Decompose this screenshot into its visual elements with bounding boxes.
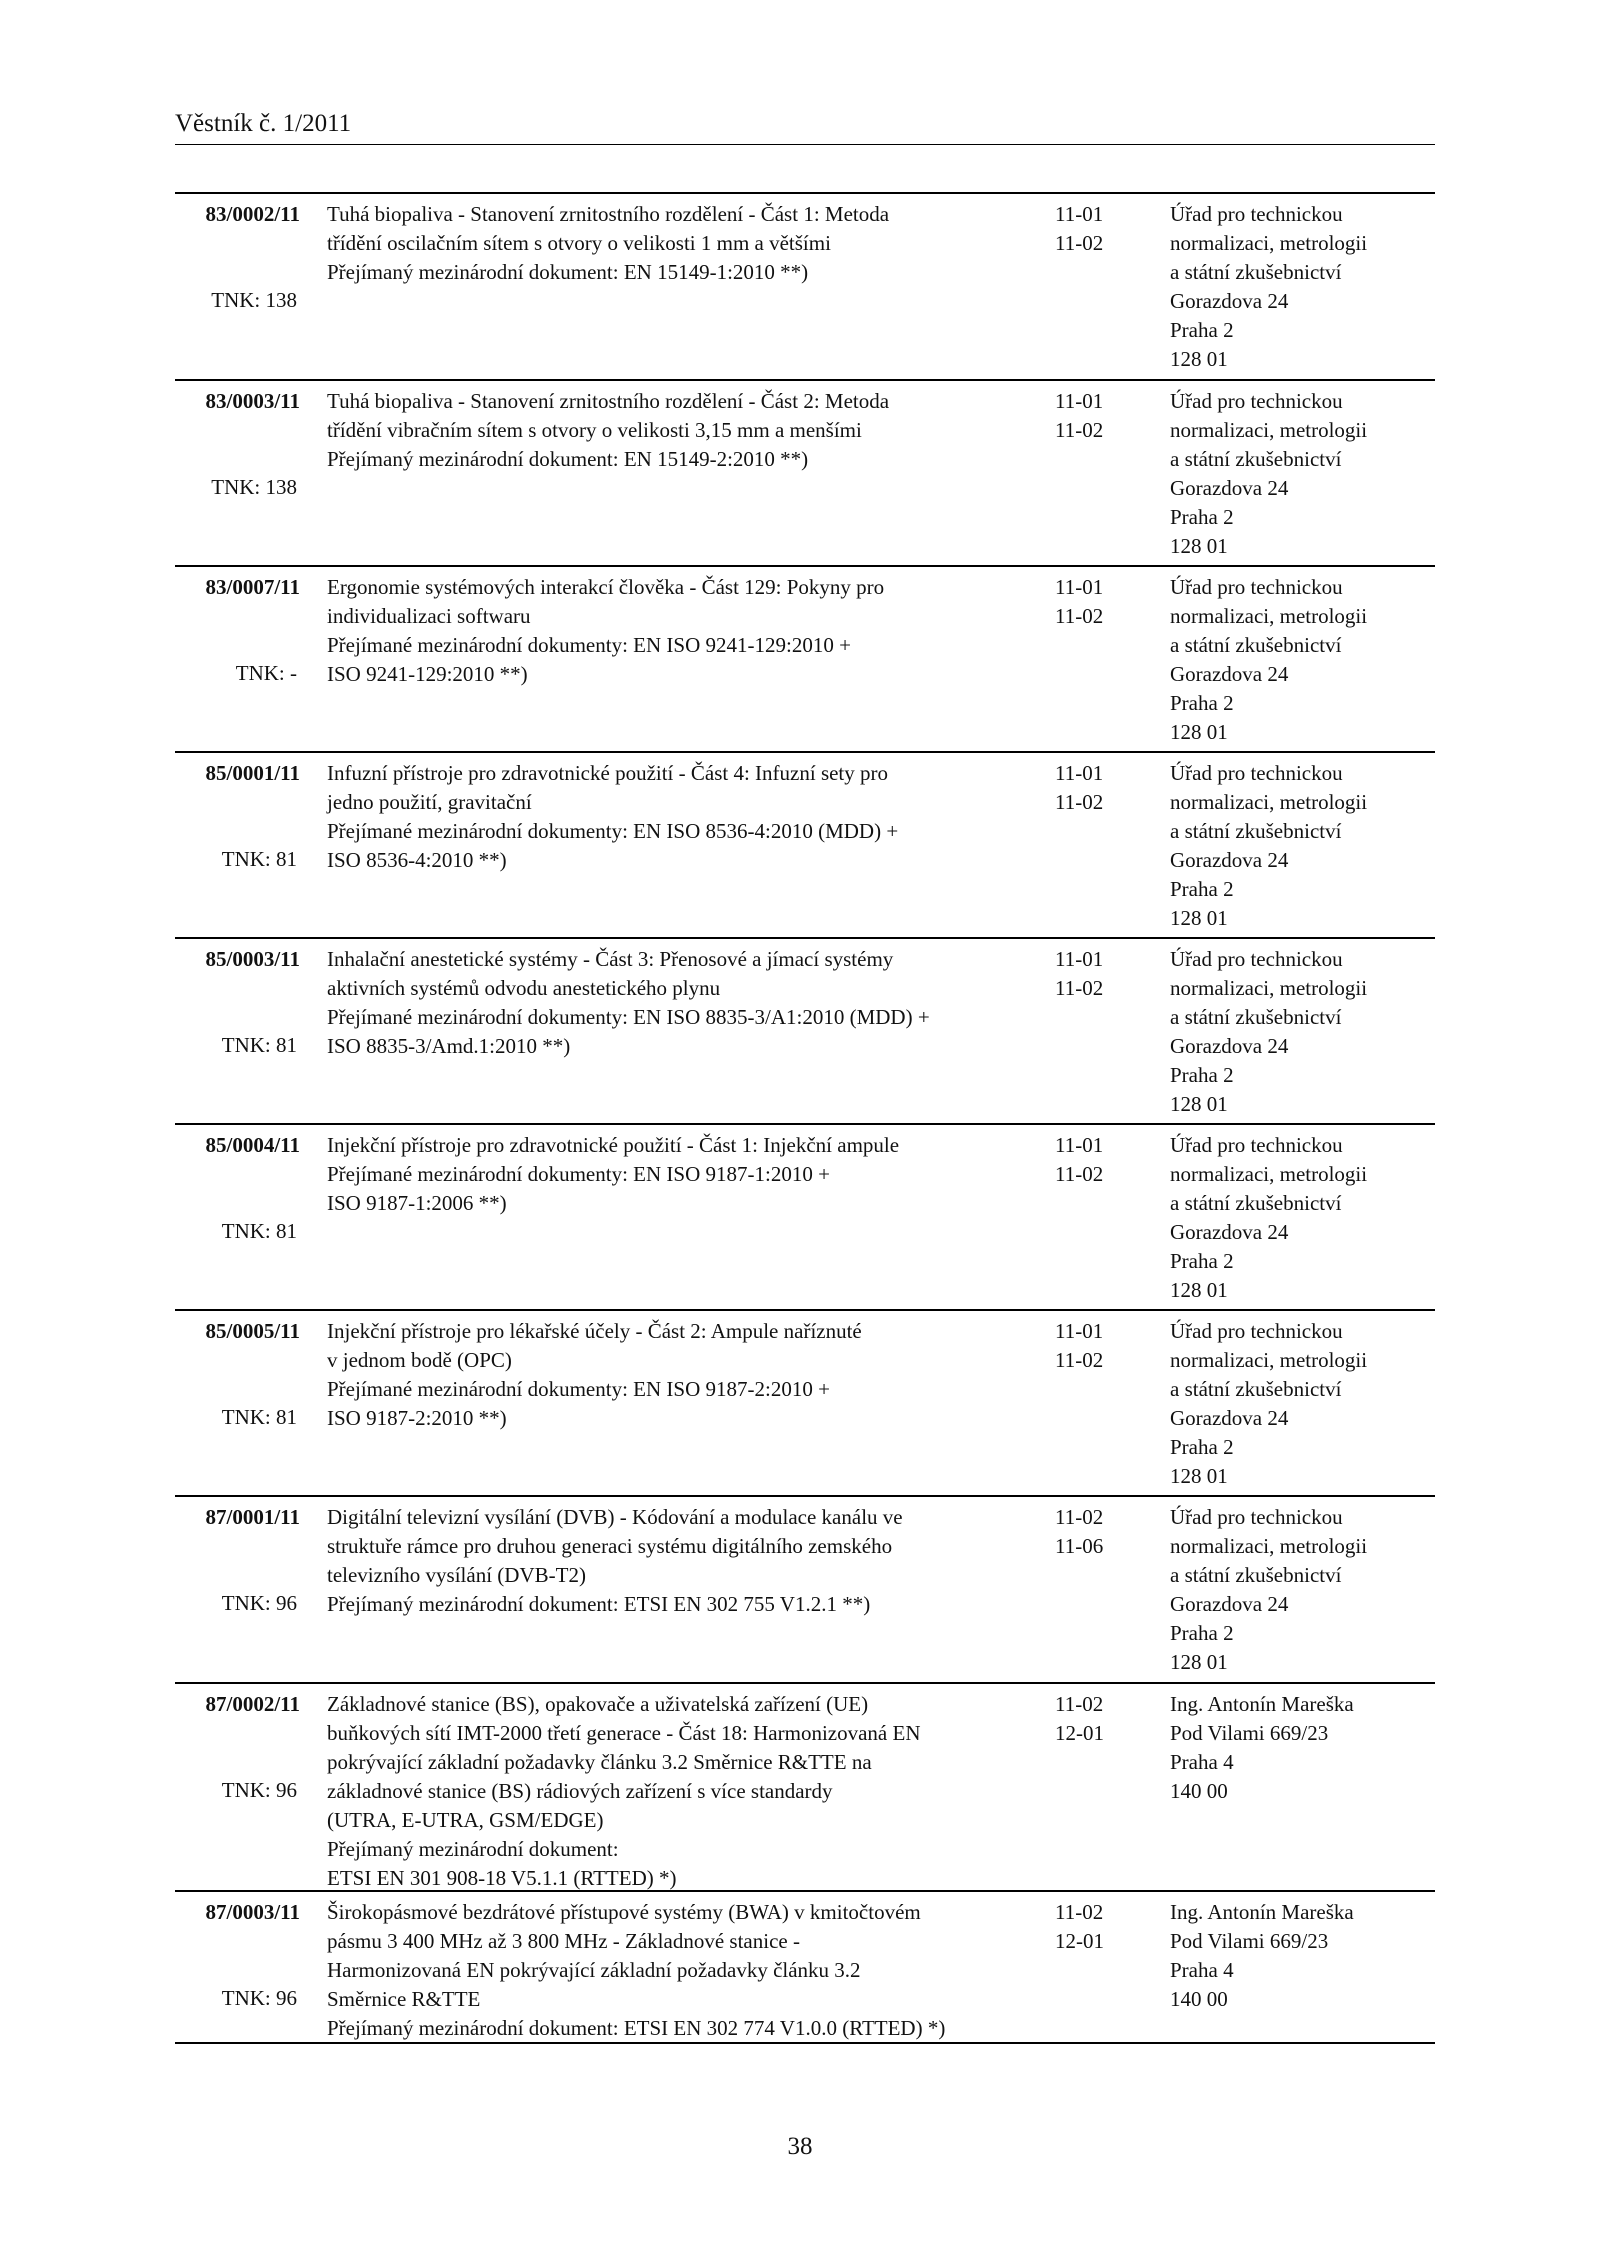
date-codes [1055,759,1135,817]
contact-address-line: Praha 2 [1170,318,1234,342]
standard-number: 85/0004/11 [205,1133,300,1157]
date-codes [1055,1317,1135,1375]
contact-address-line: a státní zkušebnictví [1170,1377,1342,1401]
standard-description-line: Přejímaný mezinárodní dokument: EN 15149-1:2010 **) [327,260,809,284]
contact-address [1170,200,1435,374]
table-row [175,192,1435,379]
contact-address-line: Úřad pro technickou [1170,947,1343,971]
standard-description-line: ISO 8536-4:2010 **) [327,848,507,872]
standard-description [327,387,1047,474]
standard-description-line: buňkových sítí IMT-2000 třetí generace - Část 18: Harmonizovaná EN [327,1721,921,1745]
contact-address [1170,1317,1435,1491]
date-codes-line: 11-02 [1055,1900,1104,1924]
contact-address-line: normalizaci, metrologii [1170,790,1368,814]
standard-description-line: Harmonizovaná EN pokrývající základní požadavky článku 3.2 [327,1958,861,1982]
standard-description-line: Přejímané mezinárodní dokumenty: EN ISO 9187-1:2010 + [327,1162,830,1186]
standard-description-line: Širokopásmové bezdrátové přístupové systémy (BWA) v kmitočtovém [327,1900,921,1924]
table-row [175,1682,1435,1890]
standard-description-line: individualizaci softwaru [327,604,531,628]
contact-address [1170,1131,1435,1305]
contact-address-line: Gorazdova 24 [1170,848,1289,872]
standard-description-line: Ergonomie systémových interakcí člověka - Část 129: Pokyny pro [327,575,885,599]
date-codes-line: 11-02 [1055,790,1104,814]
date-codes-line: 11-02 [1055,1162,1104,1186]
standard-description-line: aktivních systémů odvodu anestetického plynu [327,976,721,1000]
tnk-label: TNK: - [235,661,297,685]
contact-address-line: Praha 2 [1170,1249,1234,1273]
contact-address-line: Úřad pro technickou [1170,1133,1343,1157]
standard-description-line: Přejímané mezinárodní dokumenty: EN ISO 9187-2:2010 + [327,1377,830,1401]
standard-description-line: Injekční přístroje pro lékařské účely - Část 2: Ampule naříznuté [327,1319,862,1343]
standard-number: 87/0002/11 [205,1692,300,1716]
date-codes [1055,1503,1135,1561]
standard-number: 87/0003/11 [205,1900,300,1924]
contact-address-line: normalizaci, metrologii [1170,976,1368,1000]
standard-description-line: ISO 9187-1:2006 **) [327,1191,507,1215]
standard-description-line: Infuzní přístroje pro zdravotnické použití - Část 4: Infuzní sety pro [327,761,889,785]
standard-description-line: pokrývající základní požadavky článku 3.2 Směrnice R&TTE na [327,1750,872,1774]
date-codes [1055,573,1135,631]
date-codes-line: 11-02 [1055,1505,1104,1529]
date-codes-line: 11-06 [1055,1534,1104,1558]
table-row [175,379,1435,565]
standard-number: 85/0003/11 [205,947,300,971]
standard-description-line: ISO 9187-2:2010 **) [327,1406,507,1430]
contact-address-line: 128 01 [1170,534,1228,558]
standard-number: 85/0005/11 [205,1319,300,1343]
standard-description-line: televizního vysílání (DVB-T2) [327,1563,586,1587]
standard-description-line: třídění oscilačním sítem s otvory o velikosti 1 mm a většími [327,231,831,255]
standard-description-line: Směrnice R&TTE [327,1987,481,2011]
tnk-label: TNK: 81 [221,847,297,871]
contact-address-line: Praha 2 [1170,1435,1234,1459]
contact-address-line: Úřad pro technickou [1170,575,1343,599]
standard-description-line: ISO 9241-129:2010 **) [327,662,528,686]
standard-description-line: základnové stanice (BS) rádiových zařízení s více standardy [327,1779,833,1803]
date-codes-line: 11-02 [1055,1348,1104,1372]
contact-address [1170,1898,1435,2014]
standard-description-line: Inhalační anestetické systémy - Část 3: Přenosové a jímací systémy [327,947,894,971]
standard-description-line: jedno použití, gravitační [327,790,532,814]
standard-description-line: Tuhá biopaliva - Stanovení zrnitostního rozdělení - Část 2: Metoda [327,389,890,413]
table-row [175,1123,1435,1309]
contact-address-line: a státní zkušebnictví [1170,1191,1342,1215]
contact-address-line: Praha 2 [1170,877,1234,901]
contact-address-line: Úřad pro technickou [1170,389,1343,413]
contact-address-line: normalizaci, metrologii [1170,231,1368,255]
contact-address [1170,945,1435,1119]
date-codes-line: 11-01 [1055,389,1104,413]
contact-address [1170,1503,1435,1677]
contact-address-line: normalizaci, metrologii [1170,418,1368,442]
contact-address-line: a státní zkušebnictví [1170,633,1342,657]
contact-address-line: Úřad pro technickou [1170,761,1343,785]
date-codes [1055,945,1135,1003]
contact-address-line: Praha 4 [1170,1750,1234,1774]
contact-address-line: normalizaci, metrologii [1170,604,1368,628]
standard-description-line: třídění vibračním sítem s otvory o velikosti 3,15 mm a menšími [327,418,862,442]
standard-description [327,200,1047,287]
tnk-label: TNK: 138 [211,288,297,312]
standard-description-line: struktuře rámce pro druhou generaci systému digitálního zemského [327,1534,893,1558]
contact-address-line: Úřad pro technickou [1170,1319,1343,1343]
contact-address-line: Pod Vilami 669/23 [1170,1721,1329,1745]
contact-address-line: 128 01 [1170,720,1228,744]
standard-number: 85/0001/11 [205,761,300,785]
table-row [175,751,1435,937]
contact-address-line: a státní zkušebnictví [1170,447,1342,471]
contact-address-line: Praha 2 [1170,505,1234,529]
table-row [175,937,1435,1123]
standard-description [327,1690,1047,1893]
table-row [175,565,1435,751]
date-codes-line: 11-01 [1055,761,1104,785]
standard-description-line: Injekční přístroje pro zdravotnické použití - Část 1: Injekční ampule [327,1133,900,1157]
contact-address-line: Ing. Antonín Mareška [1170,1692,1354,1716]
date-codes [1055,1131,1135,1189]
contact-address-line: normalizaci, metrologii [1170,1348,1368,1372]
contact-address-line: Gorazdova 24 [1170,289,1289,313]
contact-address-line: 128 01 [1170,1464,1228,1488]
contact-address [1170,759,1435,933]
standard-description-line: Základnové stanice (BS), opakovače a uživatelská zařízení (UE) [327,1692,869,1716]
contact-address-line: a státní zkušebnictví [1170,260,1342,284]
contact-address-line: 128 01 [1170,906,1228,930]
date-codes [1055,387,1135,445]
contact-address-line: 128 01 [1170,347,1228,371]
contact-address-line: a státní zkušebnictví [1170,1563,1342,1587]
date-codes [1055,1898,1135,1956]
contact-address-line: Gorazdova 24 [1170,1220,1289,1244]
standard-description-line: ETSI EN 301 908-18 V5.1.1 (RTTED) *) [327,1866,677,1890]
standards-table [175,192,1435,2044]
date-codes-line: 11-02 [1055,604,1104,628]
standard-number: 83/0007/11 [205,575,300,599]
standard-number: 83/0003/11 [205,389,300,413]
standard-number: 87/0001/11 [205,1505,300,1529]
standard-description-line: Přejímané mezinárodní dokumenty: EN ISO 8835-3/A1:2010 (MDD) + [327,1005,930,1029]
date-codes-line: 11-01 [1055,1133,1104,1157]
date-codes-line: 11-02 [1055,1692,1104,1716]
date-codes-line: 11-01 [1055,947,1104,971]
contact-address-line: Gorazdova 24 [1170,476,1289,500]
contact-address-line: Gorazdova 24 [1170,1592,1289,1616]
contact-address-line: normalizaci, metrologii [1170,1534,1368,1558]
standard-description-line: Přejímaný mezinárodní dokument: [327,1837,619,1861]
tnk-label: TNK: 138 [211,475,297,499]
page-number: 38 [787,2133,813,2160]
standard-description [327,945,1047,1061]
standard-description-line: Přejímaný mezinárodní dokument: EN 15149-2:2010 **) [327,447,809,471]
standard-description-line: ISO 8835-3/Amd.1:2010 **) [327,1034,571,1058]
standard-description-line: Tuhá biopaliva - Stanovení zrnitostního rozdělení - Část 1: Metoda [327,202,890,226]
standard-description-line: Přejímaný mezinárodní dokument: ETSI EN 302 774 V1.0.0 (RTTED) *) [327,2016,946,2040]
date-codes [1055,200,1135,258]
table-row [175,1309,1435,1495]
contact-address-line: Praha 2 [1170,1063,1234,1087]
contact-address-line: Praha 2 [1170,691,1234,715]
tnk-label: TNK: 96 [221,1778,297,1802]
date-codes-line: 12-01 [1055,1721,1104,1745]
standard-number: 83/0002/11 [205,202,300,226]
contact-address [1170,387,1435,561]
contact-address-line: a státní zkušebnictví [1170,819,1342,843]
tnk-label: TNK: 81 [221,1033,297,1057]
contact-address-line: Praha 2 [1170,1621,1234,1645]
tnk-label: TNK: 81 [221,1219,297,1243]
standard-description [327,759,1047,875]
contact-address [1170,573,1435,747]
tnk-label: TNK: 96 [221,1591,297,1615]
standard-description [327,1131,1047,1218]
contact-address-line: normalizaci, metrologii [1170,1162,1368,1186]
contact-address-line: Úřad pro technickou [1170,202,1343,226]
tnk-label: TNK: 81 [221,1405,297,1429]
date-codes-line: 12-01 [1055,1929,1104,1953]
contact-address-line: 140 00 [1170,1779,1228,1803]
date-codes-line: 11-01 [1055,575,1104,599]
table-row [175,1890,1435,2044]
contact-address-line: Úřad pro technickou [1170,1505,1343,1529]
date-codes-line: 11-02 [1055,976,1104,1000]
running-header: Věstník č. 1/2011 [175,110,352,137]
contact-address-line: Gorazdova 24 [1170,662,1289,686]
standard-description [327,573,1047,689]
standard-description-line: Přejímaný mezinárodní dokument: ETSI EN 302 755 V1.2.1 **) [327,1592,871,1616]
standard-description-line: Digitální televizní vysílání (DVB) - Kódování a modulace kanálu ve [327,1505,903,1529]
contact-address [1170,1690,1435,1806]
standard-description [327,1898,1047,2043]
contact-address-line: Praha 4 [1170,1958,1234,1982]
standard-description [327,1503,1047,1619]
contact-address-line: 128 01 [1170,1650,1228,1674]
standard-description [327,1317,1047,1433]
standard-description-line: Přejímané mezinárodní dokumenty: EN ISO 9241-129:2010 + [327,633,851,657]
standard-description-line: v jednom bodě (OPC) [327,1348,512,1372]
contact-address-line: Gorazdova 24 [1170,1406,1289,1430]
date-codes-line: 11-02 [1055,231,1104,255]
date-codes [1055,1690,1135,1748]
tnk-label: TNK: 96 [221,1986,297,2010]
contact-address-line: Gorazdova 24 [1170,1034,1289,1058]
header-rule [175,144,1435,145]
date-codes-line: 11-01 [1055,1319,1104,1343]
standard-description-line: (UTRA, E-UTRA, GSM/EDGE) [327,1808,604,1832]
contact-address-line: 140 00 [1170,1987,1228,2011]
date-codes-line: 11-02 [1055,418,1104,442]
standard-description-line: Přejímané mezinárodní dokumenty: EN ISO 8536-4:2010 (MDD) + [327,819,899,843]
contact-address-line: Pod Vilami 669/23 [1170,1929,1329,1953]
date-codes-line: 11-01 [1055,202,1104,226]
contact-address-line: Ing. Antonín Mareška [1170,1900,1354,1924]
table-row [175,1495,1435,1682]
contact-address-line: 128 01 [1170,1278,1228,1302]
standard-description-line: pásmu 3 400 MHz až 3 800 MHz - Základnové stanice - [327,1929,800,1953]
contact-address-line: 128 01 [1170,1092,1228,1116]
contact-address-line: a státní zkušebnictví [1170,1005,1342,1029]
